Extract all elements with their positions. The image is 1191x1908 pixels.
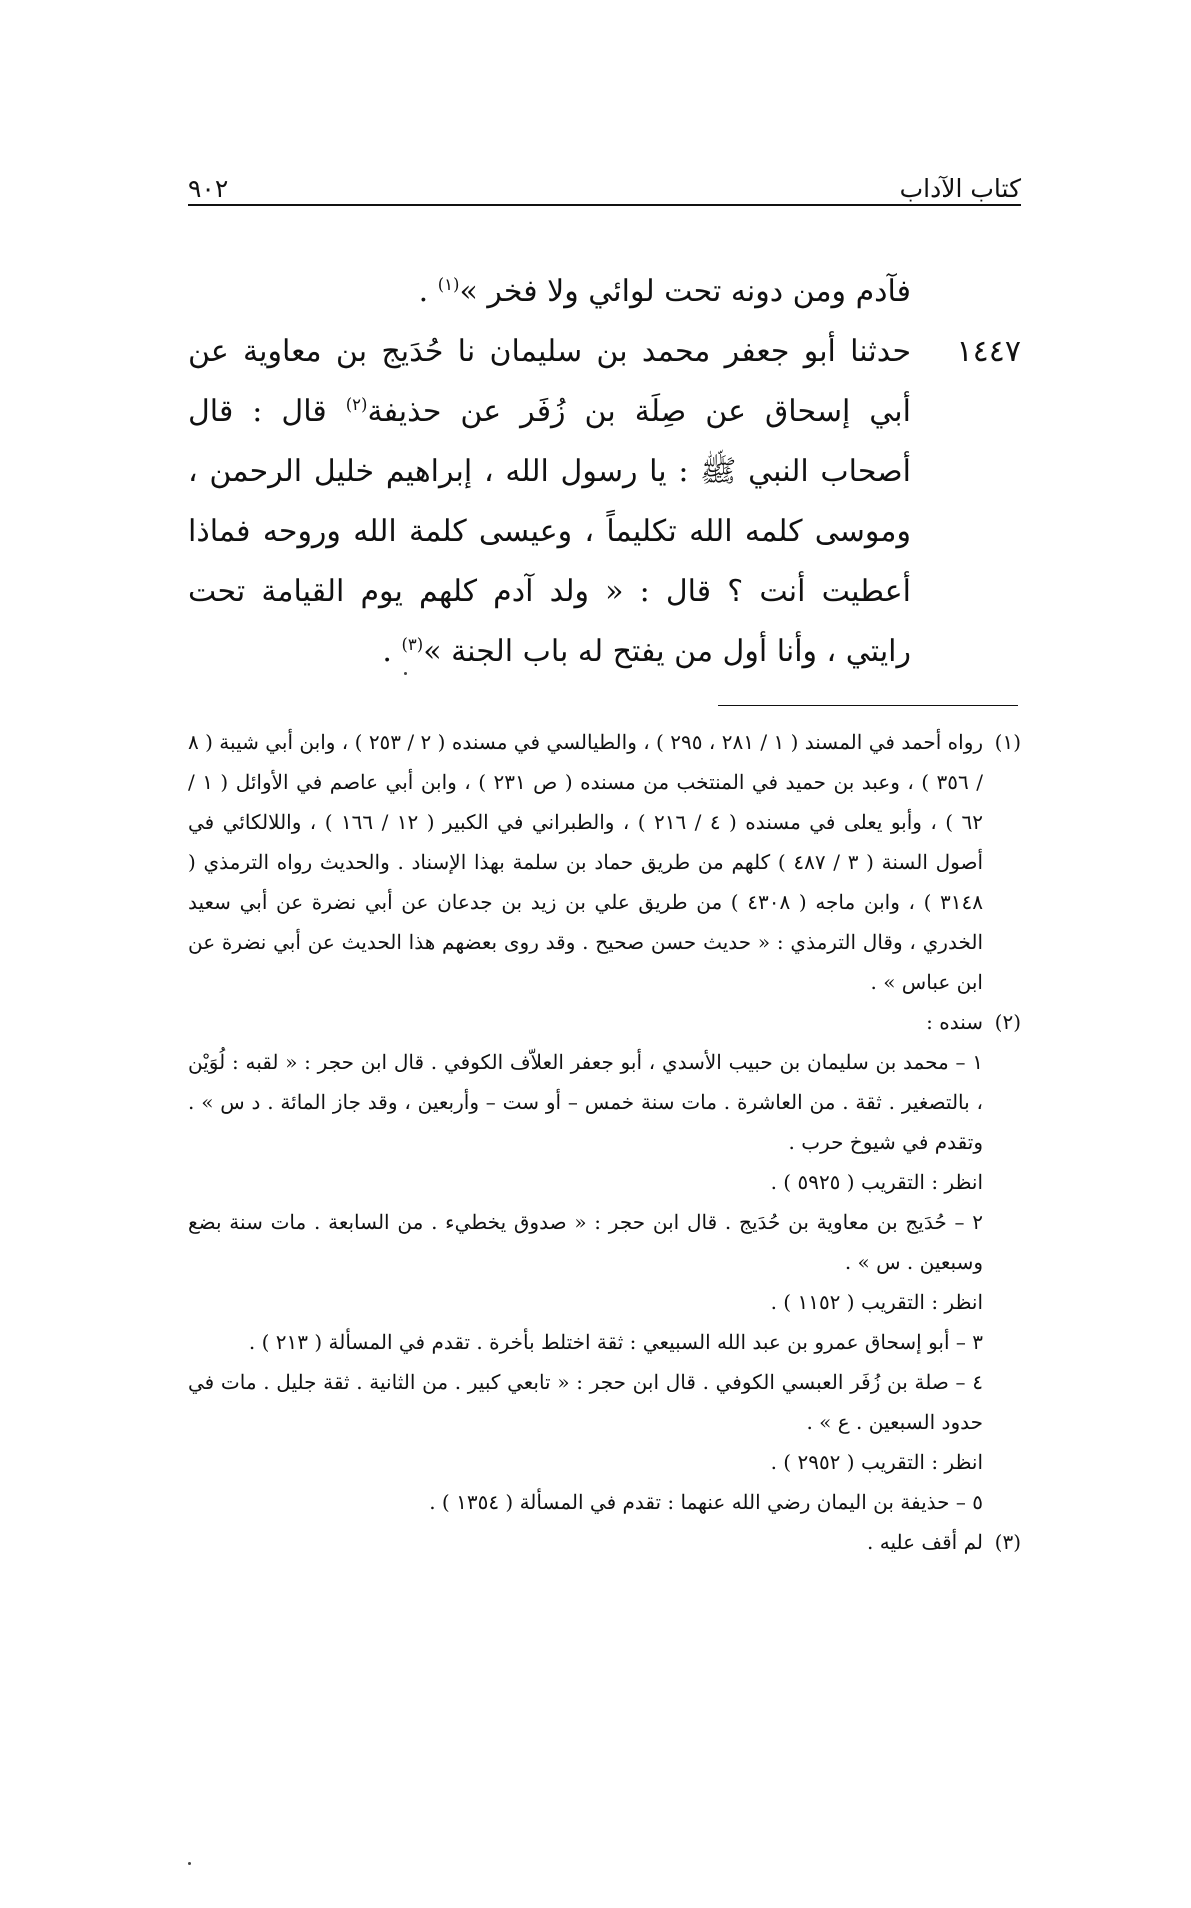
footnote-text: لم أقف عليه .: [867, 1530, 983, 1554]
footnote-text: رواه أحمد في المسند ( ١ / ٢٨١ ، ٢٩٥ ) ، والطيالسي في مسنده ( ٢ / ٢٥٣ ) ، وابن أبي شيبة ( ٨ / ٣٥٦ ) ، وعبد بن حميد في المنتخب من مسنده ( ص ٢٣١ ) ، وابن أبي عاصم في الأوائل ( ١ / ٦٢ ) ، وأبو يعلى في مسنده ( ٤ / ٢١٦ ) ، والطبراني في الكبير ( ١٢ / ١٦٦ ) ، واللالكائي في أصول السنة ( ٣ / ٤٨٧ ) كلهم من طريق حماد بن سلمة بهذا الإسناد . والحديث رواه الترمذي ( ٣١٤٨ ) ، وابن ماجه ( ٤٣٠٨ ) من طريق علي بن زيد بن جدعان عن أبي نضرة عن أبي سعيد الخدري ، وقال الترمذي : « حديث حسن صحيح . وقد روى بعضهم هذا الحديث عن أبي نضرة عن ابن عباس » .: [188, 730, 984, 994]
narrator-entry: ٣ – أبو إسحاق عمرو بن عبد الله السبيعي : ثقة اختلط بأخرة . تقدم في المسألة ( ٢١٣ ) .: [248, 1330, 983, 1354]
footnote-text: سنده :: [926, 1010, 983, 1034]
hadith-text: حدثنا أبو جعفر محمد بن سليمان نا حُدَيج بن معاوية عن أبي إسحاق عن صِلَة بن زُفَر عن حذيفة$^{(٢)}$ قال : قال أصحاب النبي ﷺ : يا رسول الله ، إبراهيم خليل الرحمن ، وموسى كلمه الله تكليماً ، وعيسى كلمة الله وروحه فماذا أعطيت أنت ؟ قال : « ولد آدم كلهم يوم القيامة تحت رايتي ، وأنا أول من يفتح له باب الجنة »$^{(٣)}$ .: [188, 334, 911, 669]
reference-line: انظر : التقريب ( ١١٥٢ ) .: [770, 1290, 983, 1314]
reference-line: انظر : التقريب ( ٥٩٢٥ ) .: [770, 1170, 983, 1194]
page-number: ٩٠٢: [188, 174, 229, 203]
page-header: [188, 160, 1021, 204]
main-text: [188, 262, 1021, 682]
footnote-number: (١): [994, 730, 1021, 754]
footnote-number: (٢): [994, 1010, 1021, 1034]
narrator-entry: ٢ – حُدَيج بن معاوية بن حُدَيج . قال ابن حجر : « صدوق يخطيء . من السابعة . مات سنة بضع وسبعين . س » .: [188, 1210, 983, 1274]
hadith-number: ١٤٤٧: [956, 334, 1021, 369]
footnote-number: (٣): [994, 1530, 1021, 1554]
footnote-3: [188, 1522, 1021, 1562]
footnote-ref-1: (١): [437, 275, 460, 294]
continuation-line: فآدم ومن دونه تحت لوائي ولا فخر »$^{(١)}$ .: [418, 274, 911, 309]
footnote-separator: [718, 705, 1018, 706]
narrator-entry: ٤ – صلة بن زُفَر العبسي الكوفي . قال ابن حجر : « تابعي كبير . من الثانية . ثقة جليل . مات في حدود السبعين . ع » .: [188, 1370, 983, 1434]
narrator-entry: ١ – محمد بن سليمان بن حبيب الأسدي ، أبو جعفر العلاّف الكوفي . قال ابن حجر : « لقبه : لُوَيْن ، بالتصغير . ثقة . من العاشرة . مات سنة خمس – أو ست – وأربعين ، وقد جاز المائة . د س » . وتقدم في شيوخ حرب .: [188, 1050, 983, 1154]
scan-speck: [404, 672, 407, 675]
reference-line: انظر : التقريب ( ٢٩٥٢ ) .: [770, 1450, 983, 1474]
footnote-ref-2: (٢): [345, 395, 368, 414]
footnote-1: [188, 722, 1021, 1002]
narrator-entry: ٥ – حذيفة بن اليمان رضي الله عنهما : تقدم في المسألة ( ١٣٥٤ ) .: [429, 1490, 983, 1514]
footnote-2: [188, 1002, 1021, 1042]
scan-speck: [188, 1862, 191, 1865]
book-title: كتاب الآداب: [899, 174, 1021, 203]
footnote-ref-3: (٣): [401, 635, 424, 654]
header-rule: [188, 204, 1021, 206]
hadith-entry: [188, 322, 1021, 682]
footnotes: [188, 722, 1021, 1562]
